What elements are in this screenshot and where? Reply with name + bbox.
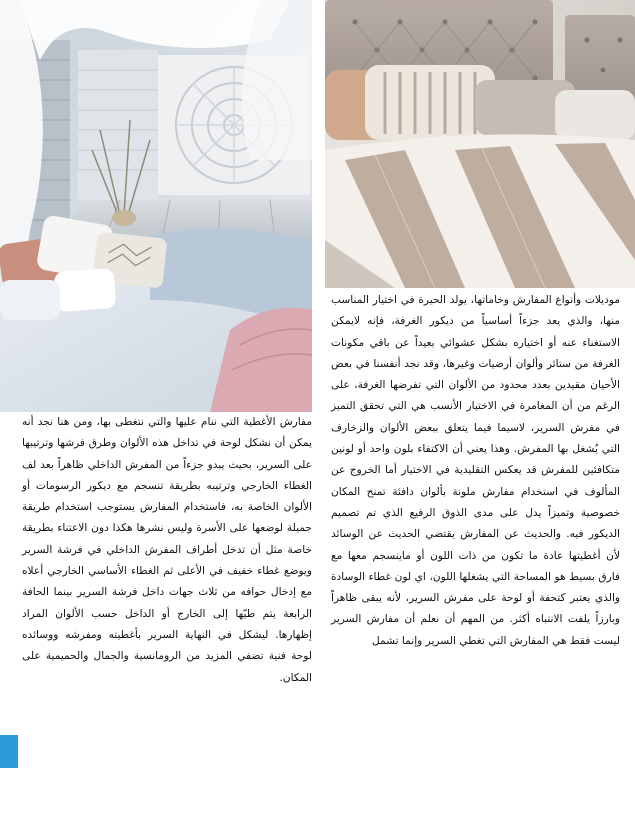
article-paragraph-right: موديلات وأنواع المفارش وخاماتها، يولد الحيرة في اختيار المناسب منها، والذي يعد جزءاً أساسياً من ديكور الغرفة، فإنه لايمكن الاستغناء عنه أو اختياره بشكل عشوائي بعيداً عن باقي مكونات الغرفة من ستائر وألوان أرضيات وغيرها، وقد نجد أنفسنا في بعض الأحيان مقيدين بعدد محدود من الألوان التي تفرضها الغرفة، على الرغم من أن المغامرة في الاختيار الأنسب هي التي تحقق التميز في مفرش السرير، لاسيما فيما يتعلق ببعض الألوان والزخارف التي يُشغل بها المفرش. وهذا يعني أن الاكتفاء بلون واحد أو لونين متكافئين للمفرش قد يعكس التقليدية في الاختيار أما الخروج عن المألوف في استخدام مفارش ملونة بألوان دافئة تمنح المكان خصوصية وتميزاً يدل على مدى الذوق الرفيع الذي تم تصميم الديكور فيه. والحديث عن المفارش يقتضي الحديث عن الوسائد لأن أغطيتها عادة ما تكون من ذات اللون أو ماينسجم معها مع فارق بسيط هو المساحة التي يشغلها اللون، اي لون غطاء الوسادة والذي يعتبر كتحفة أو لوحة على مفرش السرير، لأنه يبقى ظاهراً وبارزاً يلفت الانتباه أكثر. من المهم أن نعلم أن مفارش السرير ليست فقط هي المفارش التي تغطي السرير وإنما تشمل (331, 294, 620, 647)
bedroom-photo-striped-bedding (325, 0, 635, 288)
striped-bed-illustration (325, 0, 635, 288)
article-column-right (331, 290, 620, 652)
article-paragraph-left: مفارش الأغطية التي ننام عليها والتي نتغطى بها، ومن هنا نجد أنه يمكن أن نشكل لوحة في تداخل هذه الألوان وطرق فرشها وترتيبها على السرير، بحيث يبدو جزءاً من المفرش الداخلي ظاهراً بعد لف الغطاء الخارجي وترتيبه بطريقة تنسجم مع ديكور الرسومات أو الألوان الخاصة به، فاستخدام المفارش يستوجب استخدام طريقة جميلة لوضعها على الأسرة وليس نشرها هكذا دون الاعتناء بطريقة خاصة مثل أن تدخل أطراف المفرش الداخلي في فرشة السرير ويوضع غطاء خفيف في الأعلى ثم الغطاء الأساسي الخارجي أعلاه مع إدخال حوافه من ثلاث جهات داخل فرشة السرير بينما الحافة الرابعة يتم طيّها إلى الخارج أو الداخل حسب الألوان المراد إظهارها. ليشكل في النهاية السرير بأغطيته ومفرشه ووسائده لوحة فنية تضفي المزيد من الرومانسية والجمال والحميمية على المكان. (22, 416, 312, 684)
bedroom-photo-canopy-bed (0, 0, 312, 412)
page-edge-marker (0, 735, 18, 768)
canopy-bed-illustration (0, 0, 312, 412)
article-column-left (22, 412, 312, 689)
